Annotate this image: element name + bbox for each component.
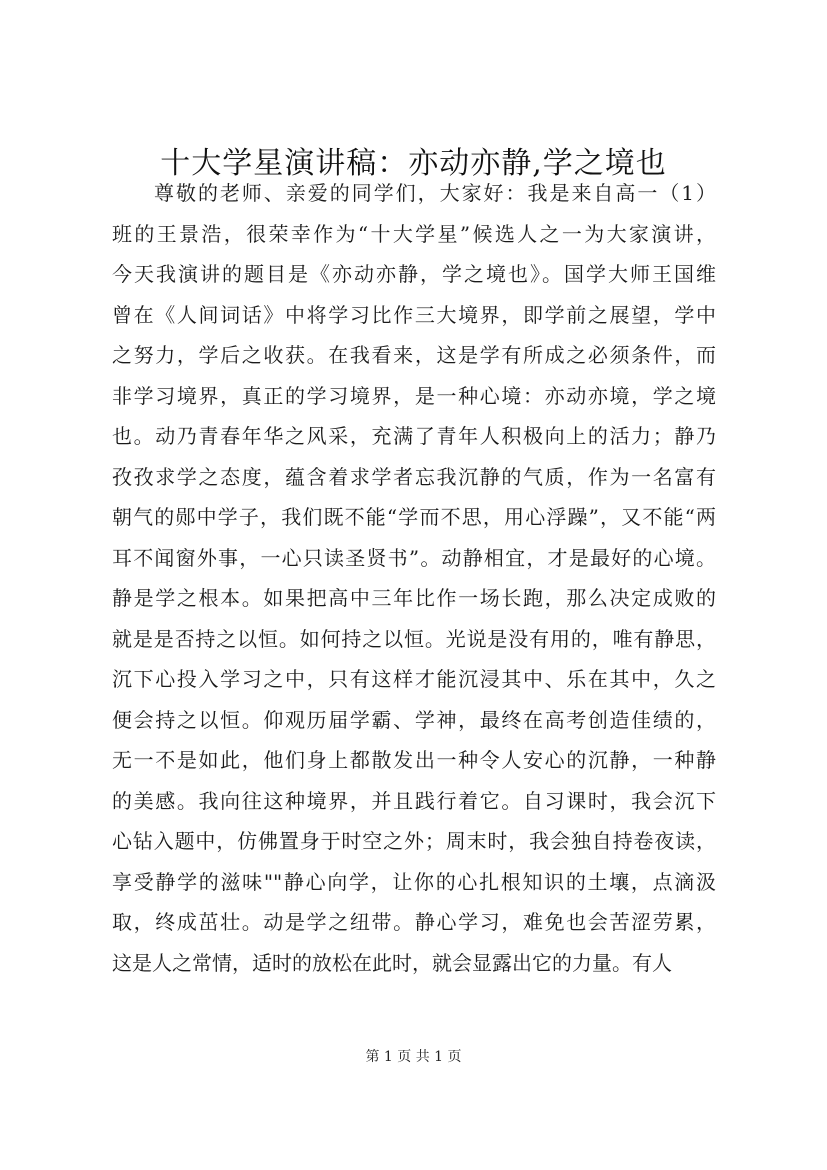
- page-footer: 第 1 页 共 1 页: [365, 1049, 462, 1065]
- text-line: 沉下心投入学习之中，只有这样才能沉浸其中、乐在其中，久之: [112, 667, 716, 691]
- text-line: 就是是否持之以恒。如何持之以恒。光说是没有用的，唯有静思，: [112, 626, 716, 651]
- document-title: 十大学星演讲稿：亦动亦静,学之境也: [160, 146, 667, 181]
- text-line: 班的王景浩，很荣幸作为“十大学星”候选人之一为大家演讲，: [112, 221, 716, 246]
- text-line: 享受静学的滋味""静心向学，让你的心扎根知识的土壤，点滴汲: [112, 869, 716, 894]
- text-line: 心钻入题中，仿佛置身于时空之外；周末时，我会独自持卷夜读，: [112, 829, 716, 853]
- text-line: 这是人之常情，适时的放松在此时，就会显露出它的力量。有人: [112, 950, 672, 975]
- text-line: 的美感。我向往这种境界，并且践行着它。自习课时，我会沉下: [112, 788, 716, 813]
- body-paragraph: [112, 173, 716, 983]
- text-line: 也。动乃青春年华之风采，充满了青年人积极向上的活力；静乃: [112, 424, 716, 448]
- text-line: 无一不是如此，他们身上都散发出一种令人安心的沉静，一种静: [112, 748, 716, 772]
- text-line: 耳不闻窗外事，一心只读圣贤书”。动静相宜，才是最好的心境。: [112, 545, 716, 570]
- text-line: 便会持之以恒。仰观历届学霸、学神，最终在高考创造佳绩的，: [112, 707, 716, 732]
- text-line: 取，终成茁壮。动是学之纽带。静心学习，难免也会苦涩劳累，: [112, 910, 716, 934]
- text-line: 静是学之根本。如果把高中三年比作一场长跑，那么决定成败的: [112, 586, 716, 610]
- text-line: 今天我演讲的题目是《亦动亦静，学之境也》。国学大师王国维: [112, 262, 716, 286]
- text-line: 非学习境界，真正的学习境界，是一种心境：亦动亦境，学之境: [112, 383, 716, 408]
- text-line: 朝气的郧中学子，我们既不能“学而不思，用心浮躁”，又不能“两: [112, 505, 716, 529]
- text-line: 曾在《人间词话》中将学习比作三大境界，即学前之展望，学中: [112, 302, 716, 327]
- text-line: 尊敬的老师、亲爱的同学们，大家好：我是来自高一（1）: [154, 181, 716, 205]
- text-line: 孜孜求学之态度，蕴含着求学者忘我沉静的气质，作为一名富有: [112, 464, 716, 489]
- text-line: 之努力，学后之收获。在我看来，这是学有所成之必须条件，而: [112, 343, 716, 367]
